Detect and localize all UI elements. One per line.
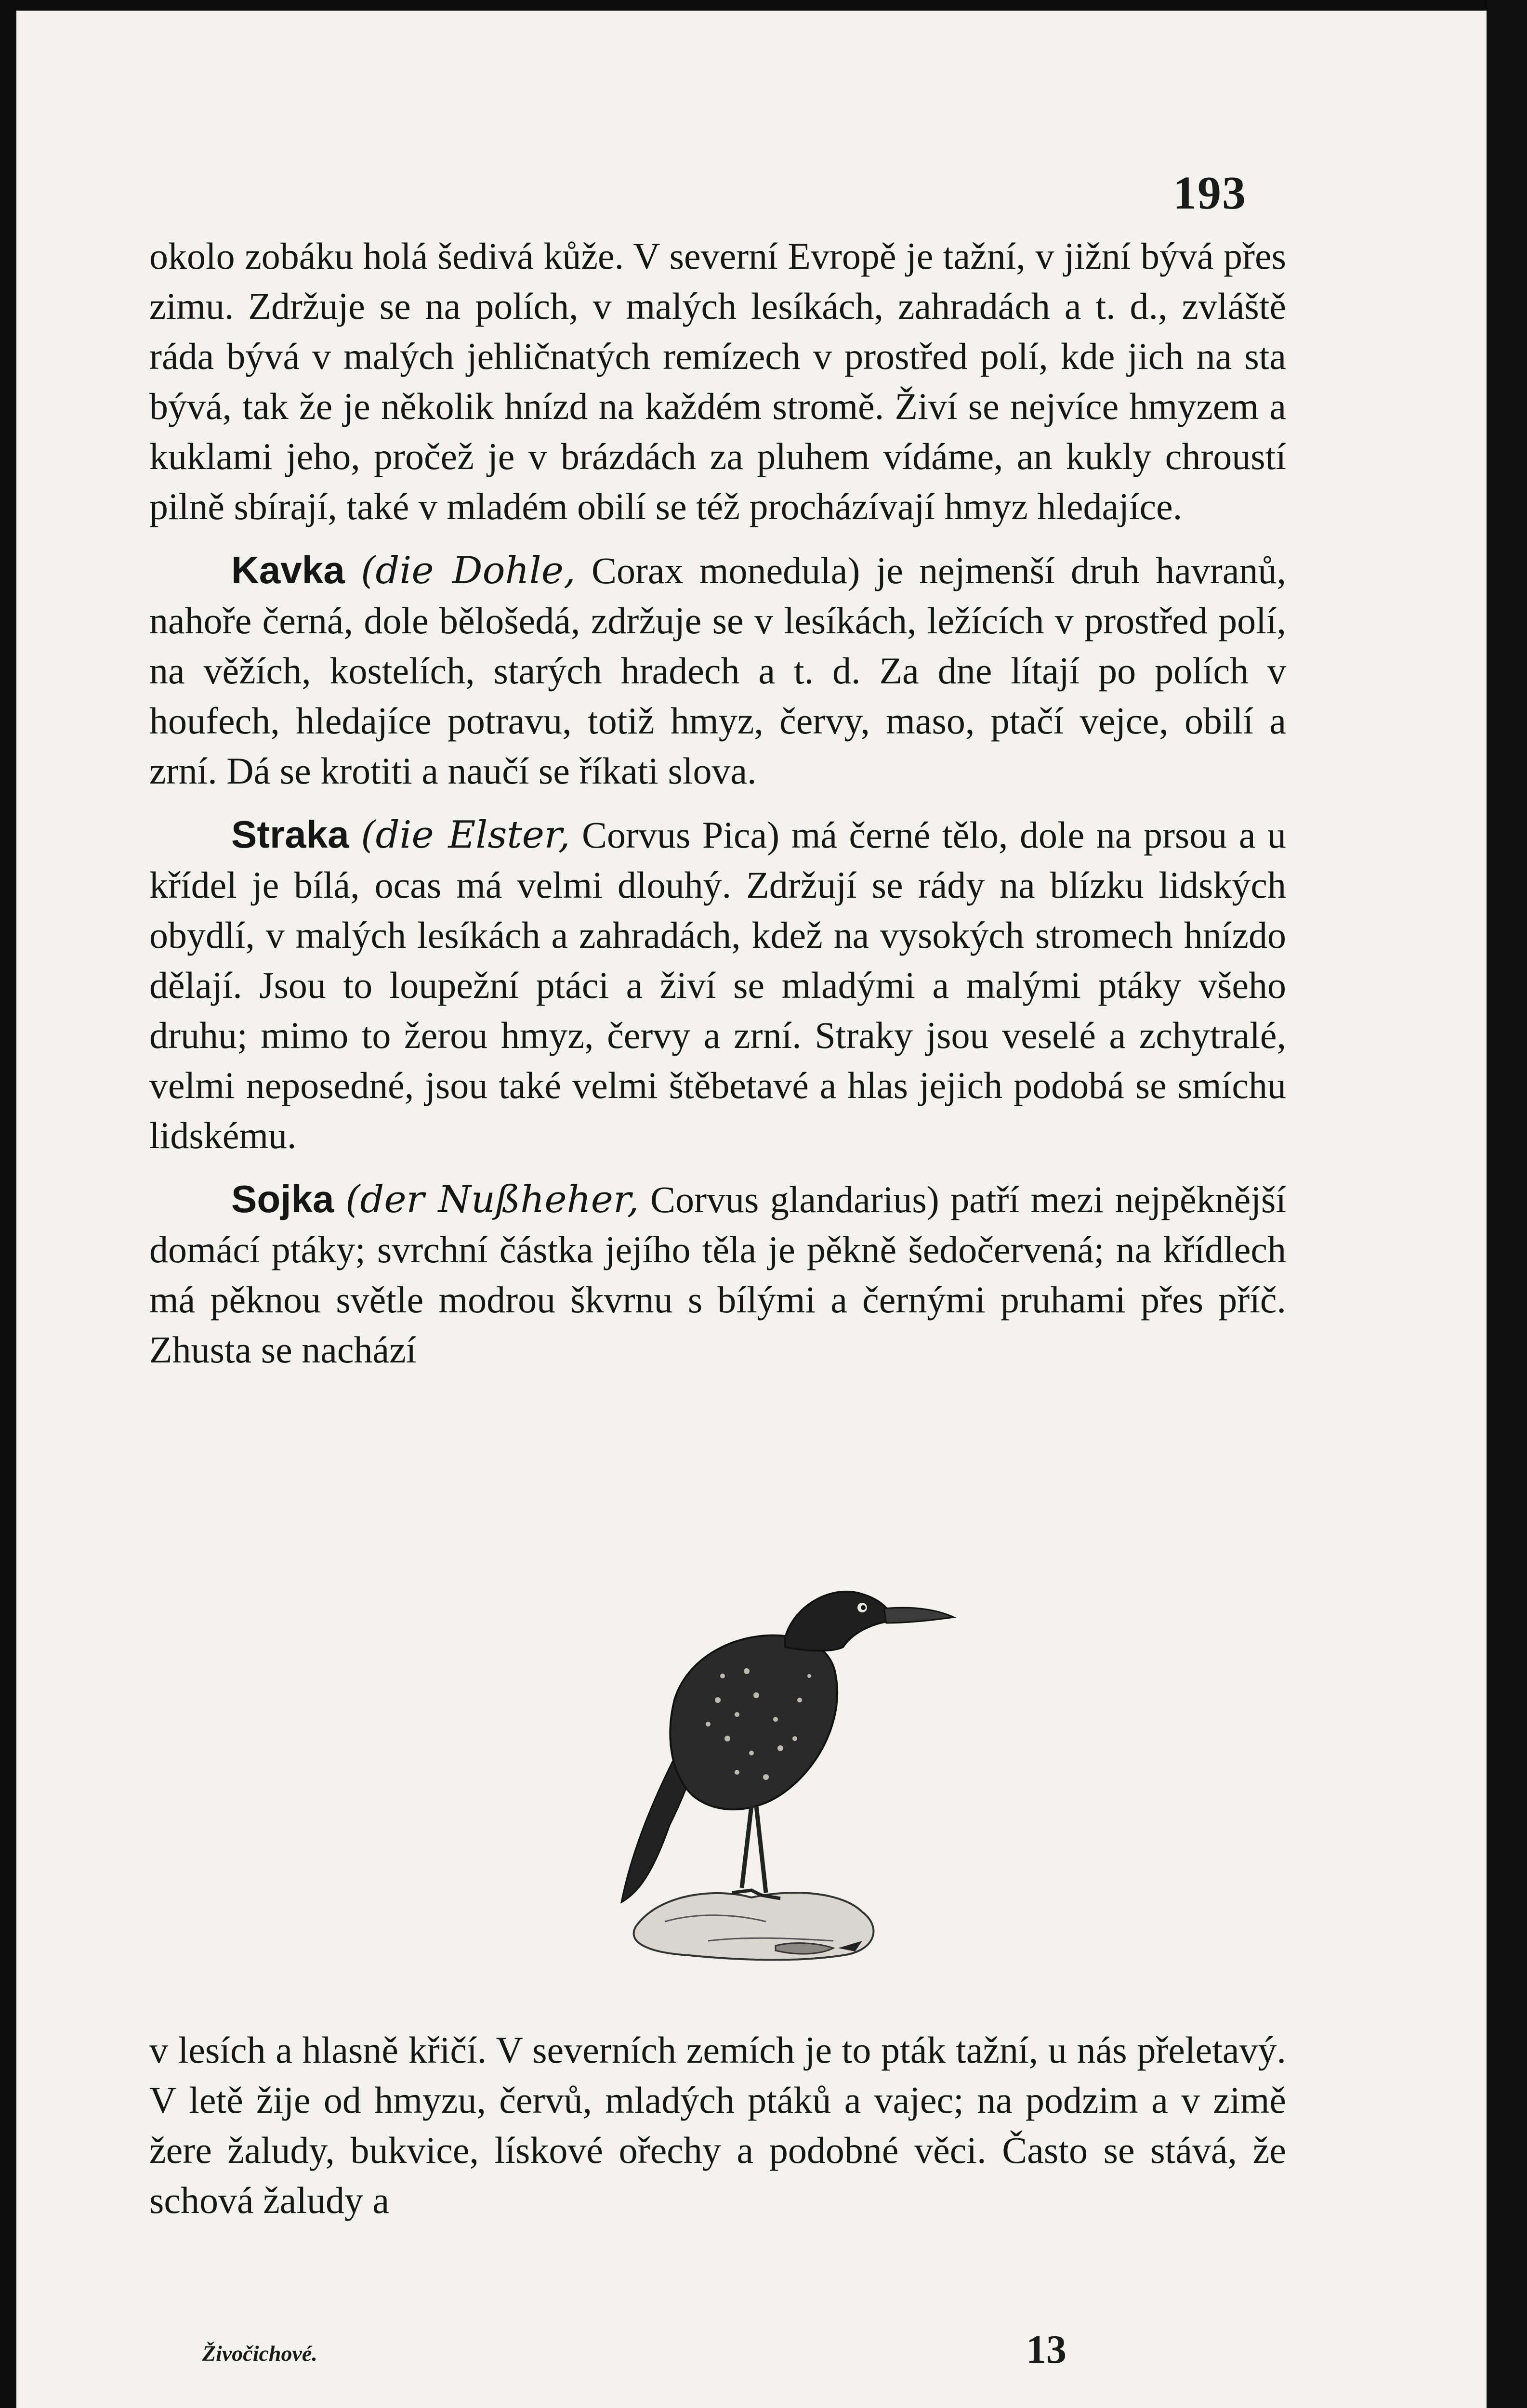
species-heading: Sojka	[231, 1178, 334, 1220]
jay-engraving	[592, 1556, 968, 1979]
german-name: (die Elster,	[361, 813, 570, 857]
paragraph-text: okolo zobáku holá šedivá kůže. V severní Evropě je tažní, v jižní bývá přes zimu. Zdržuje se na polích, v malých lesíkách, zahradách a t. d., zvláště ráda bývá v malých jehličnatých remízech v prostřed polí, kde jich na sta bývá, tak že je několik hnízd na každém stromě. Živí se nejvíce hmyzem a kuklami jeho, pročež je v brázdách za pluhem vídáme, an kukly chroustí pilně sbírají, také v mladém obilí se též procházívají hmyz hledajíce.	[149, 235, 1286, 527]
paragraph-text: Corax monedula) je nejmenší druh havranů, nahoře černá, dole bělošedá, zdržuje se v lesíkách, ležících v prostřed polí, na věžích, kostelích, starých hradech a t. d. Za dne lítají po polích v houfech, hledajíce potravu, totiž hmyz, červy, maso, ptačí vejce, obilí a zrní. Dá se krotiti a naučí se říkati slova.	[149, 550, 1287, 792]
species-heading: Straka	[231, 813, 349, 856]
text-block-lower	[149, 2025, 1286, 2239]
signature-mark: 13	[1026, 2327, 1066, 2372]
page-number: 193	[1173, 167, 1247, 219]
paragraph-text: Corvus glandarius) patří mezi nejpěknější domácí ptáky; svrchní částka jejího těla je pěkně šedočervená; na křídlech má pěknou světle modrou škvrnu s bílými a černými pruhami přes příč. Zhusta se nachází	[149, 1178, 1286, 1371]
paragraph-straka	[149, 810, 1286, 1161]
bird-illustration	[592, 1556, 968, 1979]
scan-edge-right	[1487, 0, 1527, 2408]
paragraph-sojka	[149, 1174, 1286, 1375]
paragraph-text: v lesích a hlasně křičí. V severních zemích je to pták tažní, u nás přeletavý. V letě žije od hmyzu, červů, mladých ptáků a vajec; na podzim a v zimě žere žaludy, bukvice, lískové ořechy a podobné věci. Často se stává, že schová žaludy a	[149, 2029, 1286, 2221]
paragraph-continuation	[149, 2025, 1286, 2225]
german-name: (der Nußheher,	[345, 1178, 639, 1221]
paragraph-continued	[149, 231, 1286, 532]
paragraph-text: Corvus Pica) má černé tělo, dole na prsou a u křídel je bílá, ocas má velmi dlouhý. Zdržují se rády na blízku lidských obydlí, v malých lesíkách a zahradách, kdež na vysokých stromech hnízdo dělají. Jsou to loupežní ptáci a živí se mladými a malými ptáky všeho druhu; mimo to žerou hmyz, červy a zrní. Straky jsou veselé a zchytralé, velmi neposedné, jsou také velmi štěbetavé a hlas jejich podobá se smíchu lidskému.	[149, 814, 1287, 1156]
text-block-upper	[149, 231, 1286, 1388]
species-heading: Kavka	[231, 549, 345, 591]
german-name: (die Dohle,	[361, 549, 576, 592]
paragraph-kavka	[149, 545, 1286, 796]
footer-title: Živočichové.	[202, 2341, 317, 2366]
